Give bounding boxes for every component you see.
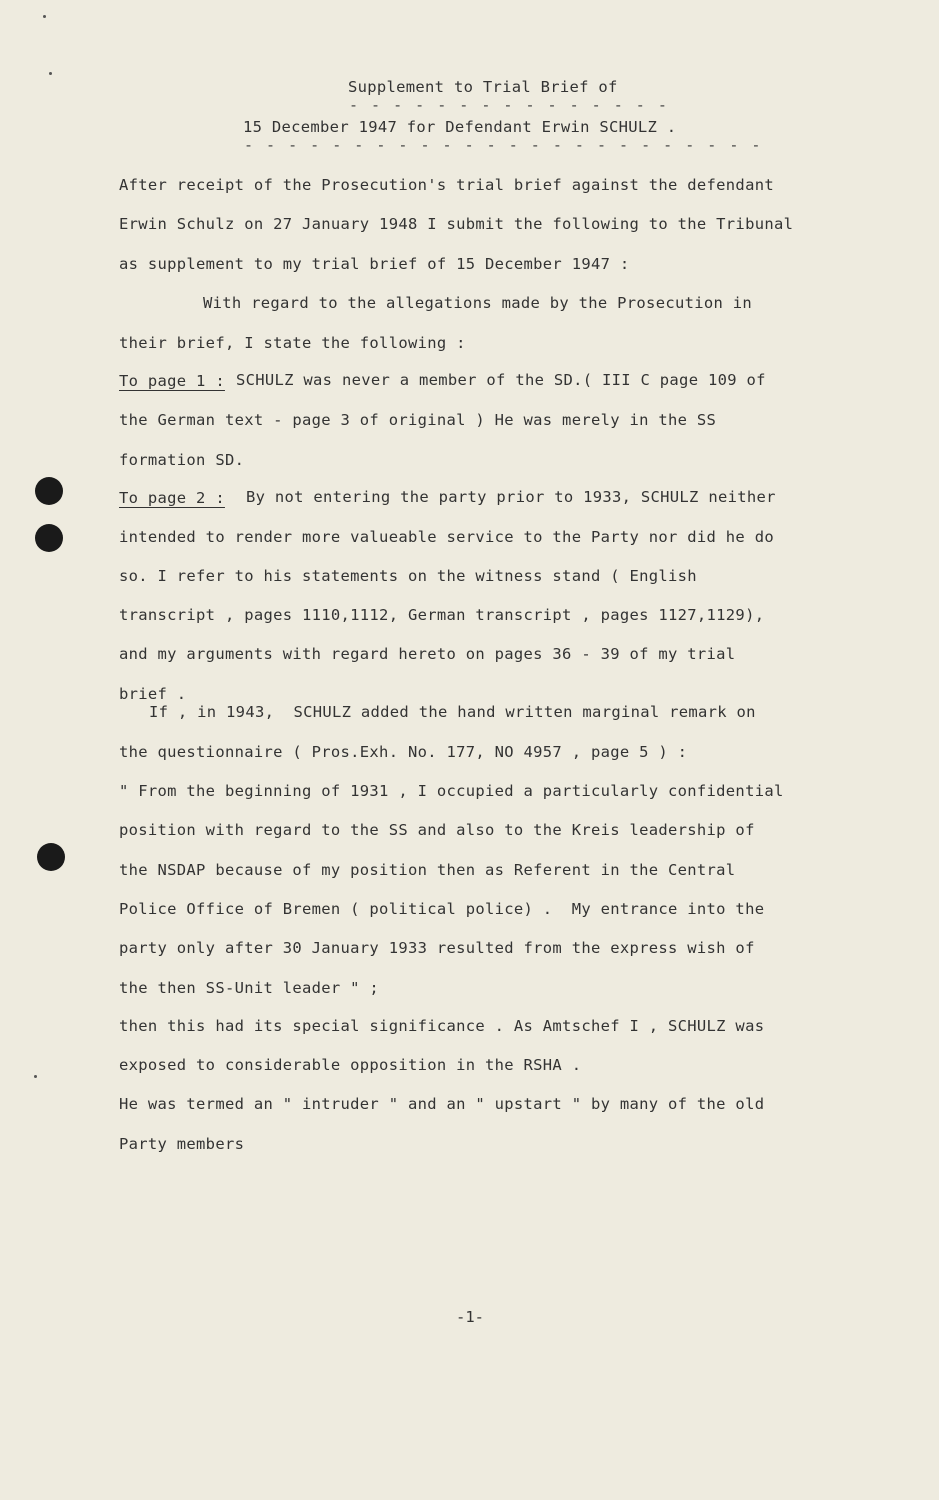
body-line: position with regard to the SS and also to the Kreis leadership of <box>119 821 755 839</box>
body-line: the German text - page 3 of original ) He was merely in the SS <box>119 411 717 429</box>
body-line: Party members <box>119 1135 245 1153</box>
to-page-2-label: To page 2 : <box>119 489 225 507</box>
body-line: intended to render more valueable service to the Party nor did he do <box>119 528 774 546</box>
body-line: Erwin Schulz on 27 January 1948 I submit the following to the Tribunal <box>119 215 794 233</box>
title-underline-1: - - - - - - - - - - - - - - - <box>349 96 669 114</box>
speck <box>43 15 46 18</box>
punch-hole-bottom <box>37 843 65 871</box>
body-line: By not entering the party prior to 1933, SCHULZ neither <box>246 488 776 506</box>
body-line: and my arguments with regard hereto on pages 36 - 39 of my trial <box>119 645 736 663</box>
body-line: Police Office of Bremen ( political police) . My entrance into the <box>119 900 765 918</box>
body-line: formation SD. <box>119 451 245 469</box>
title-underline-2: - - - - - - - - - - - - - - - - - - - - - - - - <box>244 136 763 154</box>
body-line: the NSDAP because of my position then as Referent in the Central <box>119 861 736 879</box>
body-line: " From the beginning of 1931 , I occupied a particularly confidential <box>119 782 784 800</box>
to-page-1-label: To page 1 : <box>119 372 225 390</box>
body-line: their brief, I state the following : <box>119 334 466 352</box>
body-line: the then SS-Unit leader " ; <box>119 979 380 997</box>
body-line: as supplement to my trial brief of 15 December 1947 : <box>119 255 630 273</box>
body-line: If , in 1943, SCHULZ added the hand written marginal remark on <box>149 703 756 721</box>
body-line: SCHULZ was never a member of the SD.( III C page 109 of <box>236 371 766 389</box>
body-line: transcript , pages 1110,1112, German transcript , pages 1127,1129), <box>119 606 765 624</box>
body-line: He was termed an " intruder " and an " upstart " by many of the old <box>119 1095 765 1113</box>
body-line: party only after 30 January 1933 resulted from the express wish of <box>119 939 755 957</box>
body-line: the questionnaire ( Pros.Exh. No. 177, NO 4957 , page 5 ) : <box>119 743 688 761</box>
title-line-2: 15 December 1947 for Defendant Erwin SCHULZ . <box>243 118 677 136</box>
page-number: -1- <box>456 1308 484 1326</box>
body-line: After receipt of the Prosecution's trial brief against the defendant <box>119 176 774 194</box>
body-line: With regard to the allegations made by the Prosecution in <box>203 294 753 312</box>
body-line: then this had its special significance . As Amtschef I , SCHULZ was <box>119 1017 765 1035</box>
title-line-1: Supplement to Trial Brief of <box>348 78 618 96</box>
body-line: exposed to considerable opposition in the RSHA . <box>119 1056 582 1074</box>
body-line: brief . <box>119 685 187 703</box>
punch-hole-middle <box>35 524 63 552</box>
punch-hole-top <box>35 477 63 505</box>
speck <box>49 72 52 75</box>
body-line: so. I refer to his statements on the witness stand ( English <box>119 567 697 585</box>
speck <box>34 1075 37 1078</box>
